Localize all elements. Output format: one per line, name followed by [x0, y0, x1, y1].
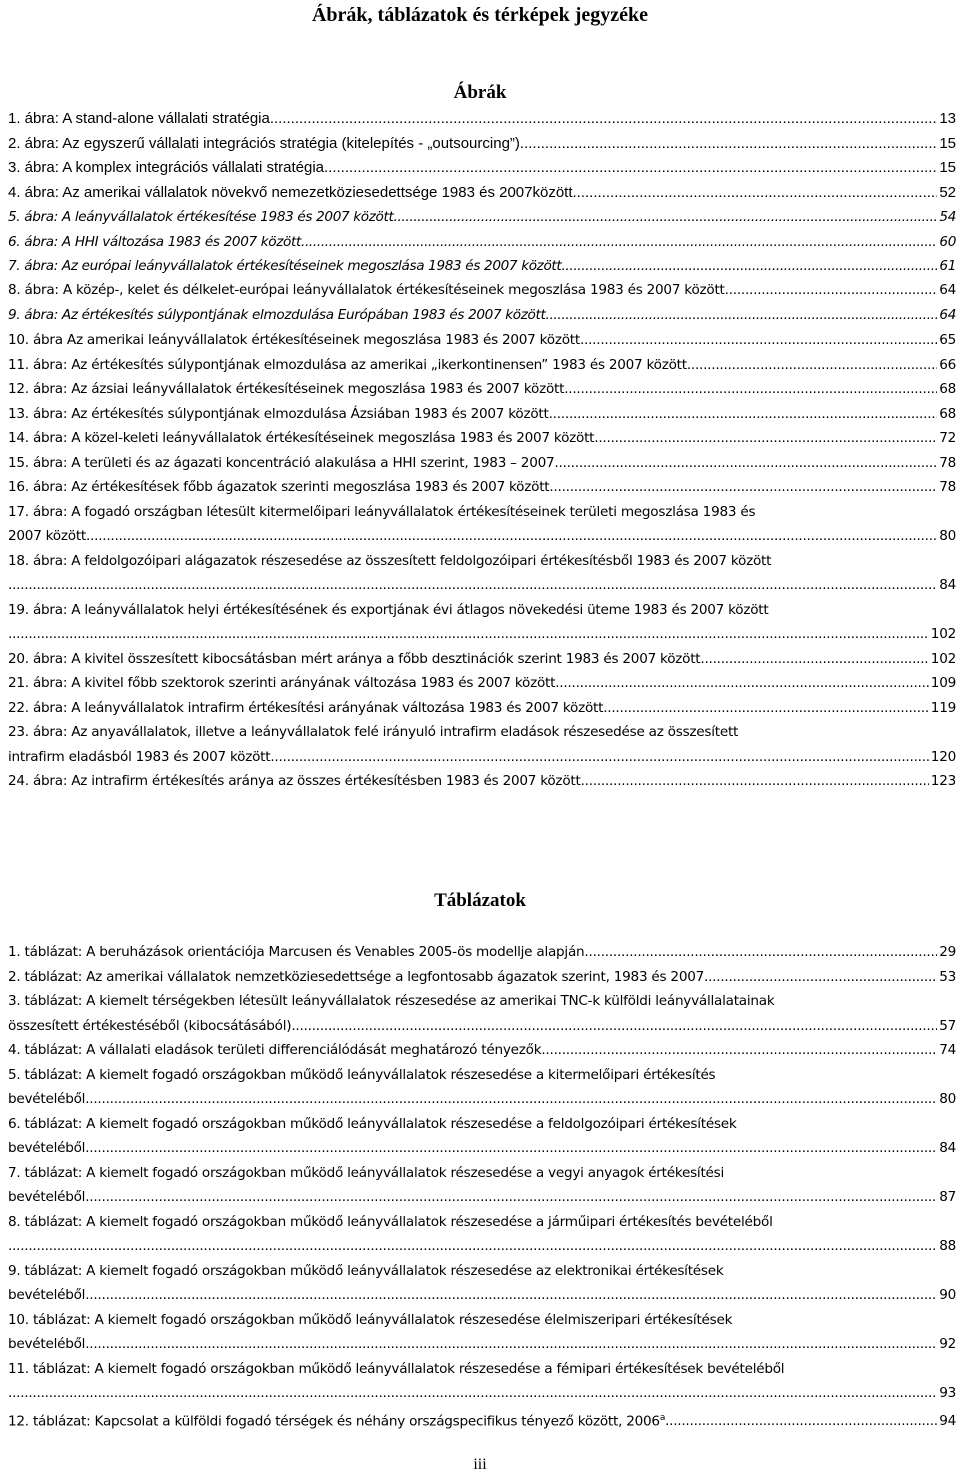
figure-entry[interactable]: 13. ábra: Az értékesítés súlypontjának elmozdulása Ázsiában 1983 és 2007 között ..... 68 — [8, 402, 956, 427]
table-entry[interactable]: 4. táblázat: A vállalati eladások területi differenciálódását meghatározó tényezők ..... 74 — [8, 1038, 956, 1063]
figures-list-c — [8, 278, 956, 303]
table-entry[interactable]: 3. táblázat: A kiemelt térségekben létesült leányvállalatok részesedése az amerikai TNC-k külföldi leányvállalatainak összesített értékestéséből (kibocsátásából) ..... 57 — [8, 989, 956, 1038]
figure-entry[interactable]: 1. ábra: A stand-alone vállalati stratégia ..... 13 — [8, 107, 956, 132]
figure-entry[interactable]: 7. ábra: Az európai leányvállalatok értékesítéseinek megoszlása 1983 és 2007 között ..... 61 — [8, 254, 956, 279]
page-title: Ábrák, táblázatok és térképek jegyzéke — [311, 4, 649, 26]
table-entry[interactable]: 2. táblázat: Az amerikai vállalatok nemzetköziesedettsége a legfontosabb ágazatok szerint, 1983 és 2007 ..... 53 — [8, 965, 956, 990]
figure-entry[interactable]: 18. ábra: A feldolgozóipari alágazatok részesedése az összesített feldolgozóipari értékesítésből 1983 és 2007 között ..... 84 — [8, 549, 956, 598]
page-number: iii — [473, 1456, 487, 1473]
table-entry[interactable]: 5. táblázat: A kiemelt fogadó országokban működő leányvállalatok részesedése a kitermelőipari értékesítés bevételéből ..... 80 — [8, 1063, 956, 1112]
figures-list-a — [8, 107, 956, 205]
figure-entry[interactable]: 6. ábra: A HHI változása 1983 és 2007 között ..... 60 — [8, 230, 956, 255]
figure-entry[interactable]: 23. ábra: Az anyavállalatok, illetve a leányvállalatok felé irányuló intrafirm eladások részesedése az összesített intrafirm eladásból 1983 és 2007 között ..... 120 — [8, 720, 956, 769]
table-entry[interactable]: 10. táblázat: A kiemelt fogadó országokban működő leányvállalatok részesedése élelmiszeripari értékesítések bevételéből ..... 92 — [8, 1308, 956, 1357]
table-entry[interactable]: 12. táblázat: Kapcsolat a külföldi fogadó térségek és néhány országspecifikus tényező között, 2006$^a$ ..... 94 — [8, 1406, 956, 1434]
figure-entry[interactable]: 24. ábra: Az intrafirm értékesítés aránya az összes értékesítésben 1983 és 2007 között ..... 123 — [8, 769, 956, 794]
footnote-marker: a — [659, 1412, 666, 1423]
table-entry[interactable]: 1. táblázat: A beruházások orientációja Marcusen és Venables 2005-ös modellje alapján ..... 29 — [8, 940, 956, 965]
figure-entry[interactable]: 22. ábra: A leányvállalatok intrafirm értékesítési arányának változása 1983 és 2007 között ..... 119 — [8, 696, 956, 721]
figure-entry[interactable]: 20. ábra: A kivitel összesített kibocsátásban mért aránya a főbb desztinációk szerint 1983 és 2007 között ..... 102 — [8, 647, 956, 672]
figure-entry[interactable]: 15. ábra: A területi és az ágazati koncentráció alakulása a HHI szerint, 1983 – 2007 ..... 78 — [8, 451, 956, 476]
table-entry[interactable]: 9. táblázat: A kiemelt fogadó országokban működő leányvállalatok részesedése az elektronikai értékesítések bevételéből ..... 90 — [8, 1259, 956, 1308]
table-entry[interactable]: 8. táblázat: A kiemelt fogadó országokban működő leányvállalatok részesedése a járműipari értékesítés bevételéből ..... 88 — [8, 1210, 956, 1259]
tables-list — [8, 940, 956, 1434]
figure-entry[interactable]: 3. ábra: A komplex integrációs vállalati stratégia ..... 15 — [8, 156, 956, 181]
figures-heading: Ábrák — [453, 82, 507, 103]
figure-entry[interactable]: 4. ábra: Az amerikai vállalatok növekvő nemezetköziesedettsége 1983 és 2007között ..... 52 — [8, 181, 956, 206]
figure-entry[interactable]: 8. ábra: A közép-, kelet és délkelet-európai leányvállalatok értékesítéseinek megoszlása 1983 és 2007 között ..... 64 — [8, 278, 956, 303]
figure-entry[interactable]: 10. ábra Az amerikai leányvállalatok értékesítéseinek megoszlása 1983 és 2007 között ..... 65 — [8, 328, 956, 353]
table-entry[interactable]: 6. táblázat: A kiemelt fogadó országokban működő leányvállalatok részesedése a feldolgozóipari értékesítések bevételéből ..... 84 — [8, 1112, 956, 1161]
table-entry[interactable]: 11. táblázat: A kiemelt fogadó országokban működő leányvállalatok részesedése a fémipari értékesítések bevételéből ..... 93 — [8, 1357, 956, 1406]
figure-entry[interactable]: 21. ábra: A kivitel főbb szektorok szerinti arányának változása 1983 és 2007 között ..... 109 — [8, 671, 956, 696]
figures-list-e — [8, 328, 956, 794]
figure-entry[interactable]: 14. ábra: A közel-keleti leányvállalatok értékesítéseinek megoszlása 1983 és 2007 között ..... 72 — [8, 426, 956, 451]
figure-entry[interactable]: 16. ábra: Az értékesítések főbb ágazatok szerinti megoszlása 1983 és 2007 között ..... 78 — [8, 475, 956, 500]
figure-entry[interactable]: 5. ábra: A leányvállalatok értékesítése 1983 és 2007 között ..... 54 — [8, 205, 956, 230]
table-entry[interactable]: 7. táblázat: A kiemelt fogadó országokban működő leányvállalatok részesedése a vegyi anyagok értékesítési bevételéből ..... 87 — [8, 1161, 956, 1210]
figures-list-b — [8, 205, 956, 279]
figure-entry[interactable]: 11. ábra: Az értékesítés súlypontjának elmozdulása az amerikai „ikerkontinensen” 1983 és 2007 között ..... 66 — [8, 353, 956, 378]
figure-entry[interactable]: 2. ábra: Az egyszerű vállalati integrációs stratégia (kitelepítés - „outsourcing”). ..... 15 — [8, 132, 956, 157]
figure-entry[interactable]: 9. ábra: Az értékesítés súlypontjának elmozdulása Európában 1983 és 2007 között ..... 64 — [8, 303, 956, 328]
figure-entry[interactable]: 12. ábra: Az ázsiai leányvállalatok értékesítéseinek megoszlása 1983 és 2007 között ..... 68 — [8, 377, 956, 402]
figures-list-d — [8, 303, 956, 328]
figure-entry[interactable]: 17. ábra: A fogadó országban létesült kitermelőipari leányvállalatok értékesítéseinek területi megoszlása 1983 és 2007 között ..... 80 — [8, 500, 956, 549]
tables-heading: Táblázatok — [434, 890, 526, 911]
figure-entry[interactable]: 19. ábra: A leányvállalatok helyi értékesítésének és exportjának évi átlagos növekedési üteme 1983 és 2007 között ..... 102 — [8, 598, 956, 647]
